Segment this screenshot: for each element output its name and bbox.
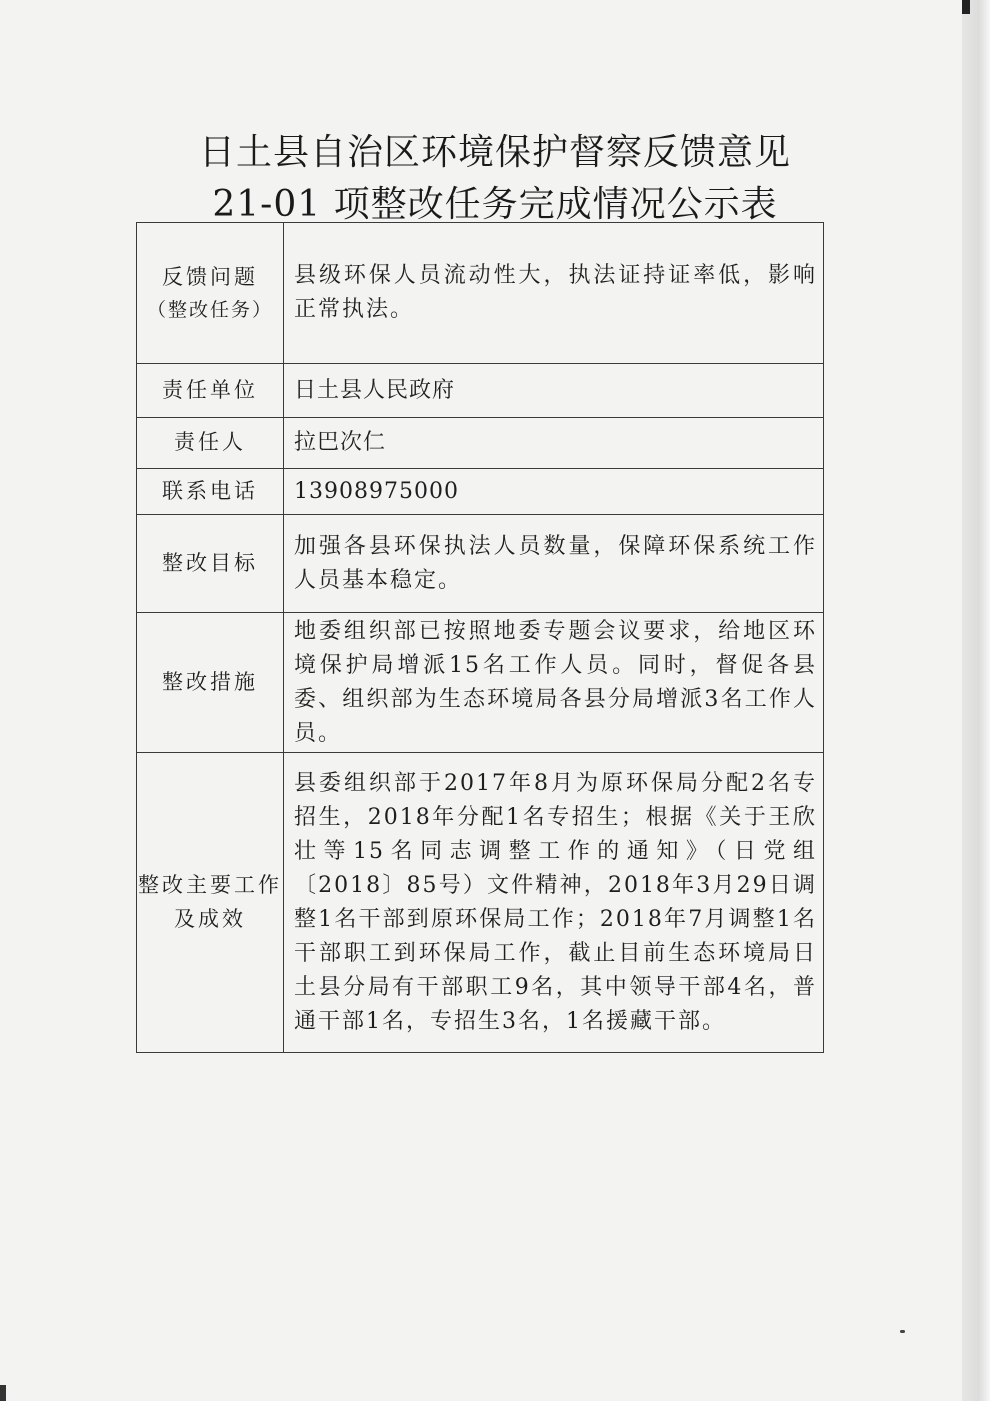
row-label: 责任单位 (137, 364, 284, 418)
row-value: 日土县人民政府 (284, 364, 824, 418)
row-value: 拉巴次仁 (284, 418, 824, 469)
table-row (137, 223, 824, 364)
row-label: 整改主要工作及成效 (137, 753, 284, 1053)
table-row (137, 418, 824, 469)
row-value: 县级环保人员流动性大，执法证持证率低，影响正常执法。 (284, 223, 824, 364)
row-label-text: 反馈问题 (162, 265, 258, 289)
row-label: 整改目标 (137, 515, 284, 613)
info-table (136, 222, 824, 1053)
table-row (137, 364, 824, 418)
row-sublabel: （整改任务） (146, 298, 273, 321)
table-row (137, 613, 824, 753)
scan-speck (900, 1330, 905, 1333)
scan-mark (962, 0, 970, 14)
row-label: 整改措施 (137, 613, 284, 753)
document-title-line1: 日土县自治区环境保护督察反馈意见 (198, 132, 791, 173)
table-row (137, 753, 824, 1053)
row-value: 13908975000 (284, 469, 824, 515)
row-label (137, 223, 284, 364)
row-value: 加强各县环保执法人员数量，保障环保系统工作人员基本稳定。 (284, 515, 824, 613)
table-row (137, 469, 824, 515)
row-value: 地委组织部已按照地委专题会议要求，给地区环境保护局增派15名工作人员。同时，督促各县委、组织部为生态环境局各县分局增派3名工作人员。 (284, 613, 824, 753)
scan-mark (0, 1385, 6, 1401)
row-value: 县委组织部于2017年8月为原环保局分配2名专招生，2018年分配1名专招生；根据《关于王欣壮等15名同志调整工作的通知》（日党组〔2018〕85号）文件精神，2018年3月29日调整1名干部到原环保局工作；2018年7月调整1名干部职工到环保局工作，截止目前生态环境局日土县分局有干部职工9名，其中领导干部4名，普通干部1名，专招生3名，1名援藏干部。 (284, 753, 824, 1053)
table-row (137, 515, 824, 613)
document-title-line2: 21-01 项整改任务完成情况公示表 (212, 184, 778, 225)
row-label: 责任人 (137, 418, 284, 469)
row-label: 联系电话 (137, 469, 284, 515)
